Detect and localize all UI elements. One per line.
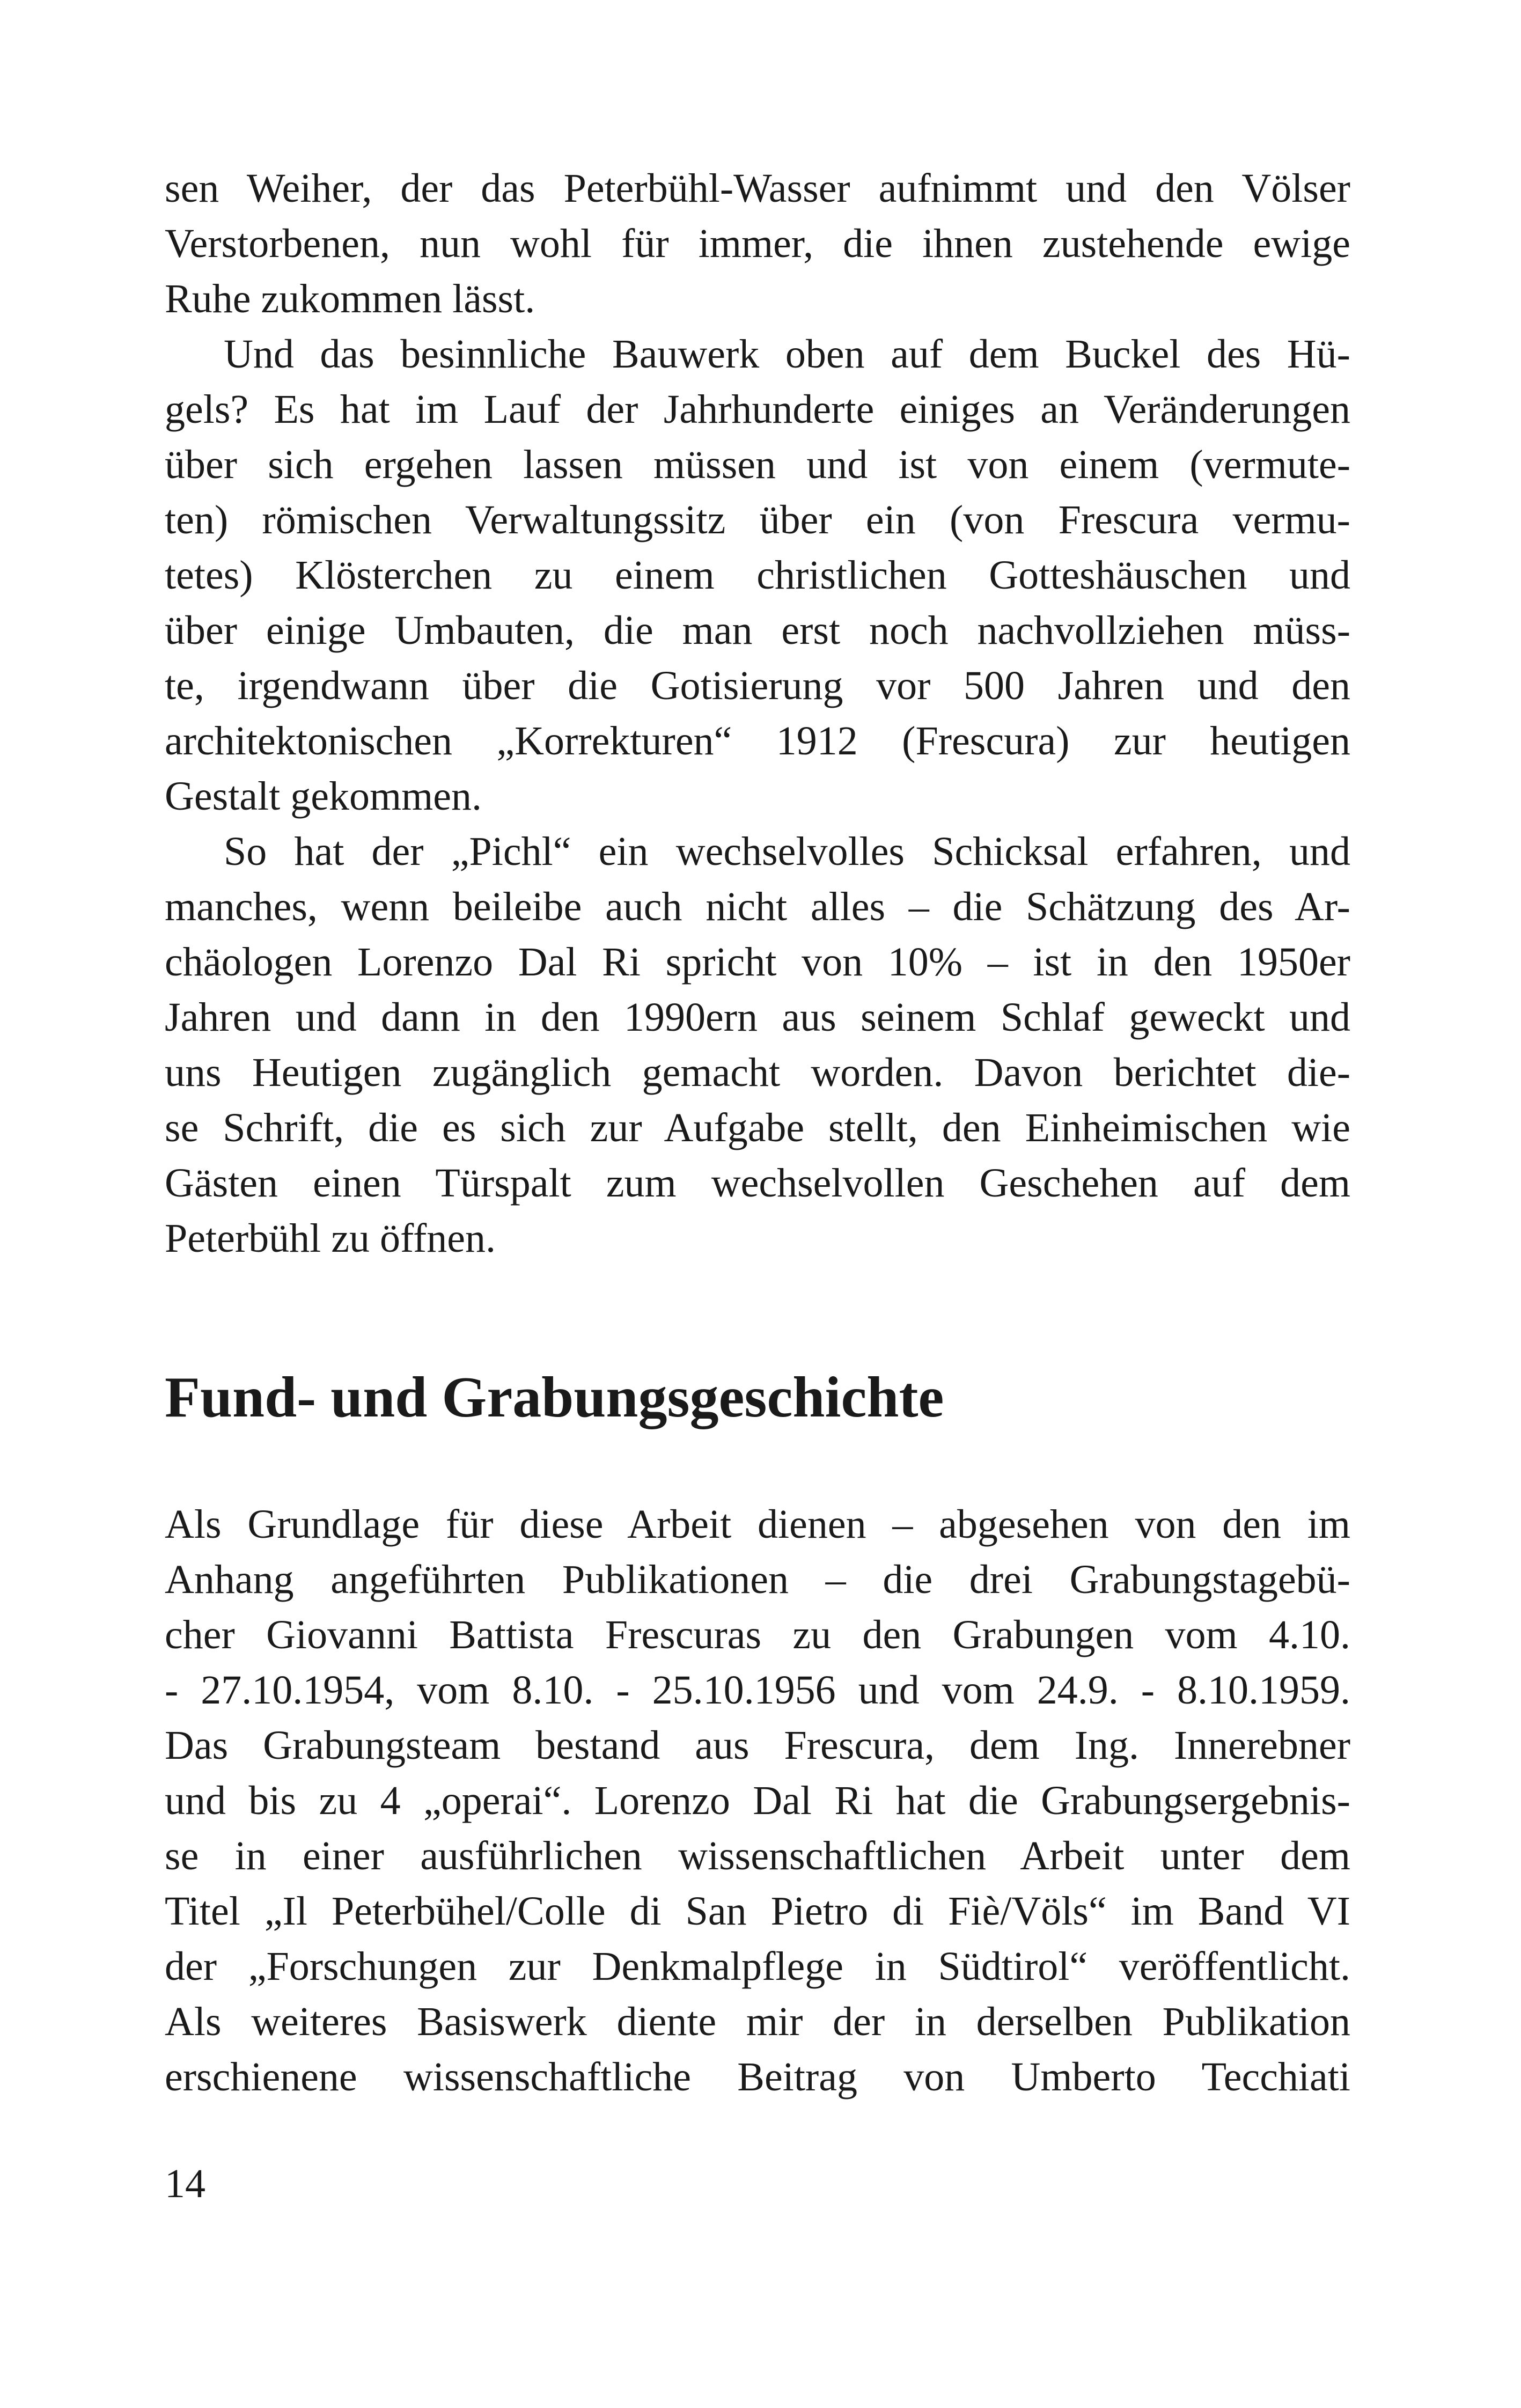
text-line: und bis zu 4 „operai“. Lorenzo Dal Ri hat die Grabungsergebnis-	[165, 1778, 1350, 1823]
text-line: Titel „Il Peterbühel/Colle di San Pietro di Fiè/Völs“ im Band VI	[165, 1889, 1350, 1934]
text-line: über einige Umbauten, die man erst noch nachvollziehen müss-	[165, 608, 1350, 653]
text-line: Anhang angeführten Publikationen – die drei Grabungstagebü-	[165, 1557, 1350, 1602]
text-line: Jahren und dann in den 1990ern aus seinem Schlaf geweckt und	[165, 995, 1350, 1040]
text-line: Gestalt gekommen.	[165, 774, 482, 819]
text-line: gels? Es hat im Lauf der Jahrhunderte einiges an Veränderungen	[165, 387, 1350, 432]
text-line: erschienene wissenschaftliche Beitrag von Umberto Tecchiati	[165, 2054, 1350, 2099]
text-line: Gästen einen Türspalt zum wechselvollen Geschehen auf dem	[165, 1161, 1350, 1206]
text-line: Verstorbenen, nun wohl für immer, die ihnen zustehende ewige	[165, 221, 1350, 266]
text-line: Und das besinnliche Bauwerk oben auf dem Buckel des Hü-	[224, 332, 1350, 377]
text-line: - 27.10.1954, vom 8.10. - 25.10.1956 und vom 24.9. - 8.10.1959.	[165, 1668, 1350, 1713]
text-line: Als weiteres Basiswerk diente mir der in derselben Publikation	[165, 1999, 1350, 2044]
text-line: cher Giovanni Battista Frescuras zu den Grabungen vom 4.10.	[165, 1612, 1350, 1657]
paragraph	[165, 327, 1350, 824]
text-line: sen Weiher, der das Peterbühl-Wasser aufnimmt und den Völser	[165, 166, 1350, 211]
text-line: Als Grundlage für diese Arbeit dienen – abgesehen von den im	[165, 1502, 1350, 1547]
text-line: se Schrift, die es sich zur Aufgabe stellt, den Einheimischen wie	[165, 1105, 1350, 1150]
text-line: der „Forschungen zur Denkmalpflege in Südtirol“ veröffentlicht.	[165, 1944, 1350, 1989]
text-line: Das Grabungsteam bestand aus Frescura, dem Ing. Innerebner	[165, 1723, 1350, 1768]
text-line: Ruhe zukommen lässt.	[165, 276, 535, 321]
paragraph	[165, 161, 1350, 327]
text-line: se in einer ausführlichen wissenschaftlichen Arbeit unter dem	[165, 1833, 1350, 1878]
section-heading: Fund- und Grabungsgeschichte	[165, 1365, 944, 1429]
text-line: chäologen Lorenzo Dal Ri spricht von 10% – ist in den 1950er	[165, 939, 1350, 985]
page-body-top	[165, 161, 1350, 1266]
text-line: ten) römischen Verwaltungssitz über ein (von Frescura vermu-	[165, 497, 1350, 542]
text-line: uns Heutigen zugänglich gemacht worden. Davon berichtet die-	[165, 1050, 1350, 1095]
text-line: architektonischen „Korrekturen“ 1912 (Frescura) zur heutigen	[165, 718, 1350, 763]
paragraph	[165, 824, 1350, 1266]
text-line: tetes) Klösterchen zu einem christlichen Gotteshäuschen und	[165, 553, 1350, 598]
text-line: Peterbühl zu öffnen.	[165, 1216, 496, 1261]
section-body	[165, 1497, 1350, 2105]
page-number: 14	[165, 2161, 205, 2206]
text-line: te, irgendwann über die Gotisierung vor 500 Jahren und den	[165, 663, 1350, 708]
text-line: So hat der „Pichl“ ein wechselvolles Schicksal erfahren, und	[224, 829, 1350, 874]
text-line: über sich ergehen lassen müssen und ist von einem (vermute-	[165, 442, 1350, 487]
text-line: manches, wenn beileibe auch nicht alles – die Schätzung des Ar-	[165, 884, 1350, 929]
